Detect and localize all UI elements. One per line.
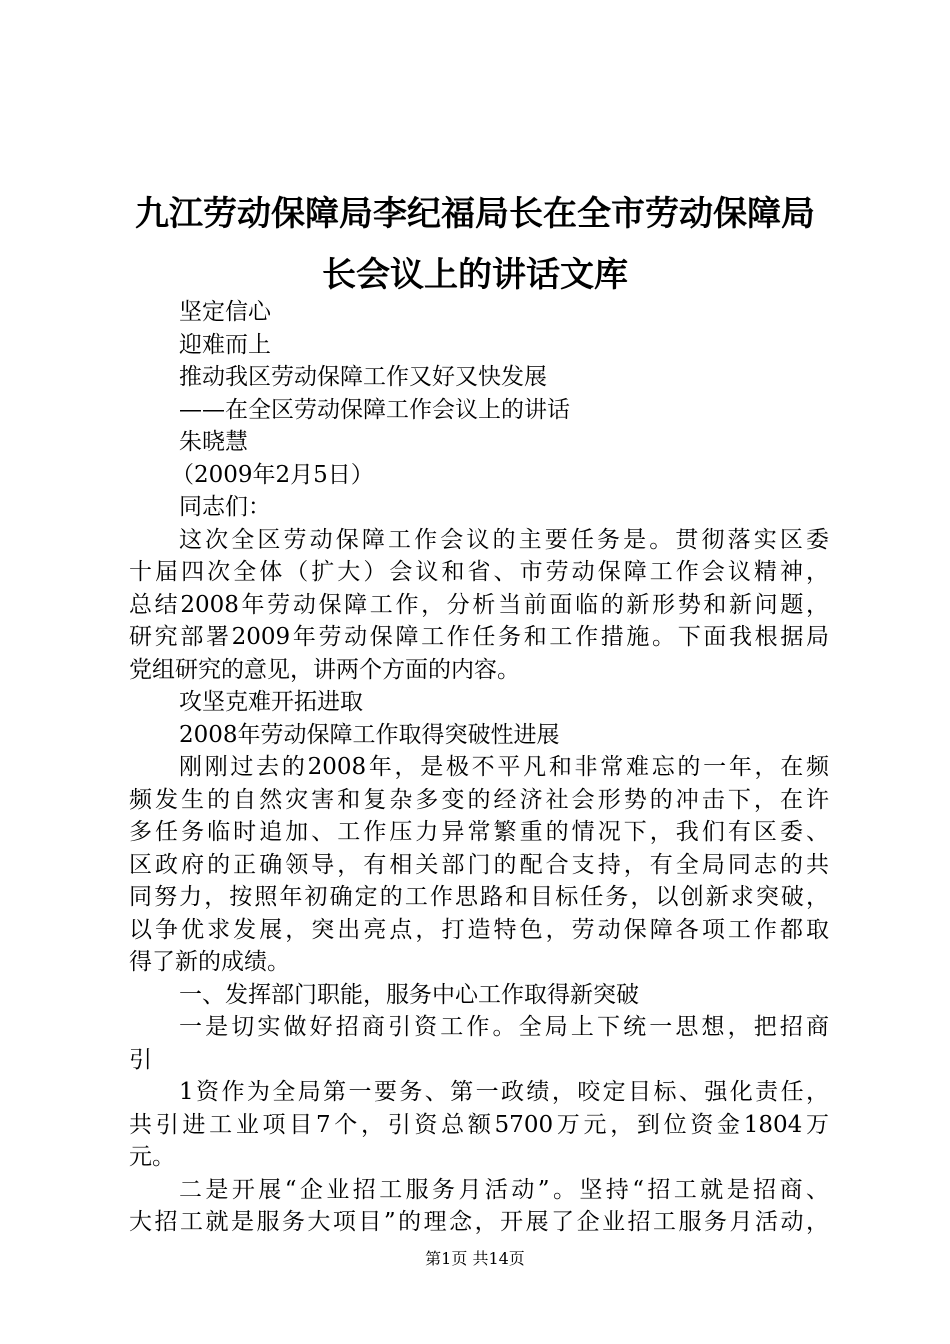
paragraph-line: 总结2008年劳动保障工作，分析当前面临的新形势和新问题， — [129, 591, 829, 618]
paragraph-line: 得了新的成绩。 — [129, 949, 290, 975]
salutation-line: 同志们： — [179, 494, 271, 520]
paragraph-line: 1资作为全局第一要务、第一政绩，咬定目标、强化责任， — [179, 1079, 829, 1105]
document-body — [129, 296, 829, 1239]
paragraph-line: 区政府的正确领导，有相关部门的配合支持，有全局同志的共 — [129, 851, 829, 878]
page-footer: 第1页 共14页 — [425, 1249, 525, 1268]
paragraph-line: 频发生的自然灾害和复杂多变的经济社会形势的冲击下，在许 — [129, 786, 829, 813]
heading-line: 推动我区劳动保障工作又好又快发展 — [179, 364, 547, 390]
section-heading: 一、发挥部门职能，服务中心工作取得新突破 — [179, 981, 639, 1008]
paragraph-line: 共引进工业项目7个，引资总额5700万元，到位资金1804万 — [129, 1111, 829, 1138]
document-title-line-1: 九江劳动保障局李纪福局长在全市劳动保障局 — [135, 194, 815, 234]
paragraph-line: 同努力，按照年初确定的工作思路和目标任务，以创新求突破， — [129, 884, 829, 910]
paragraph-line: 一是切实做好招商引资工作。全局上下统一思想，把招商 — [179, 1014, 829, 1040]
author-line: 朱晓慧 — [179, 429, 248, 455]
subtitle-line: ——在全区劳动保障工作会议上的讲话 — [179, 396, 570, 423]
paragraph-line: 引 — [129, 1046, 152, 1073]
heading-line: 坚定信心 — [179, 299, 271, 325]
paragraph-line: 刚刚过去的2008年，是极不平凡和非常难忘的一年，在频 — [179, 754, 829, 780]
date-line: （2009年2月5日） — [171, 461, 374, 488]
section-heading: 2008年劳动保障工作取得突破性进展 — [179, 721, 560, 748]
paragraph-line: 大招工就是服务大项目”的理念，开展了企业招工服务月活动， — [129, 1209, 829, 1235]
paragraph-line: 十届四次全体（扩大）会议和省、市劳动保障工作会议精神， — [129, 559, 829, 585]
paragraph-line: 党组研究的意见，讲两个方面的内容。 — [129, 656, 520, 683]
paragraph-line: 以争优求发展，突出亮点，打造特色，劳动保障各项工作都取 — [129, 916, 829, 943]
heading-line: 迎难而上 — [179, 331, 271, 358]
paragraph-line: 研究部署2009年劳动保障工作任务和工作措施。下面我根据局 — [129, 624, 829, 650]
paragraph-line: 多任务临时追加、工作压力异常繁重的情况下，我们有区委、 — [129, 819, 829, 845]
section-heading: 攻坚克难开拓进取 — [179, 689, 363, 715]
paragraph-line: 这次全区劳动保障工作会议的主要任务是。贯彻落实区委 — [179, 526, 829, 553]
paragraph-line: 元。 — [129, 1144, 175, 1170]
paragraph-line: 二是开展“企业招工服务月活动”。坚持“招工就是招商、 — [179, 1176, 829, 1203]
document-title-line-2: 长会议上的讲话文库 — [322, 255, 628, 295]
